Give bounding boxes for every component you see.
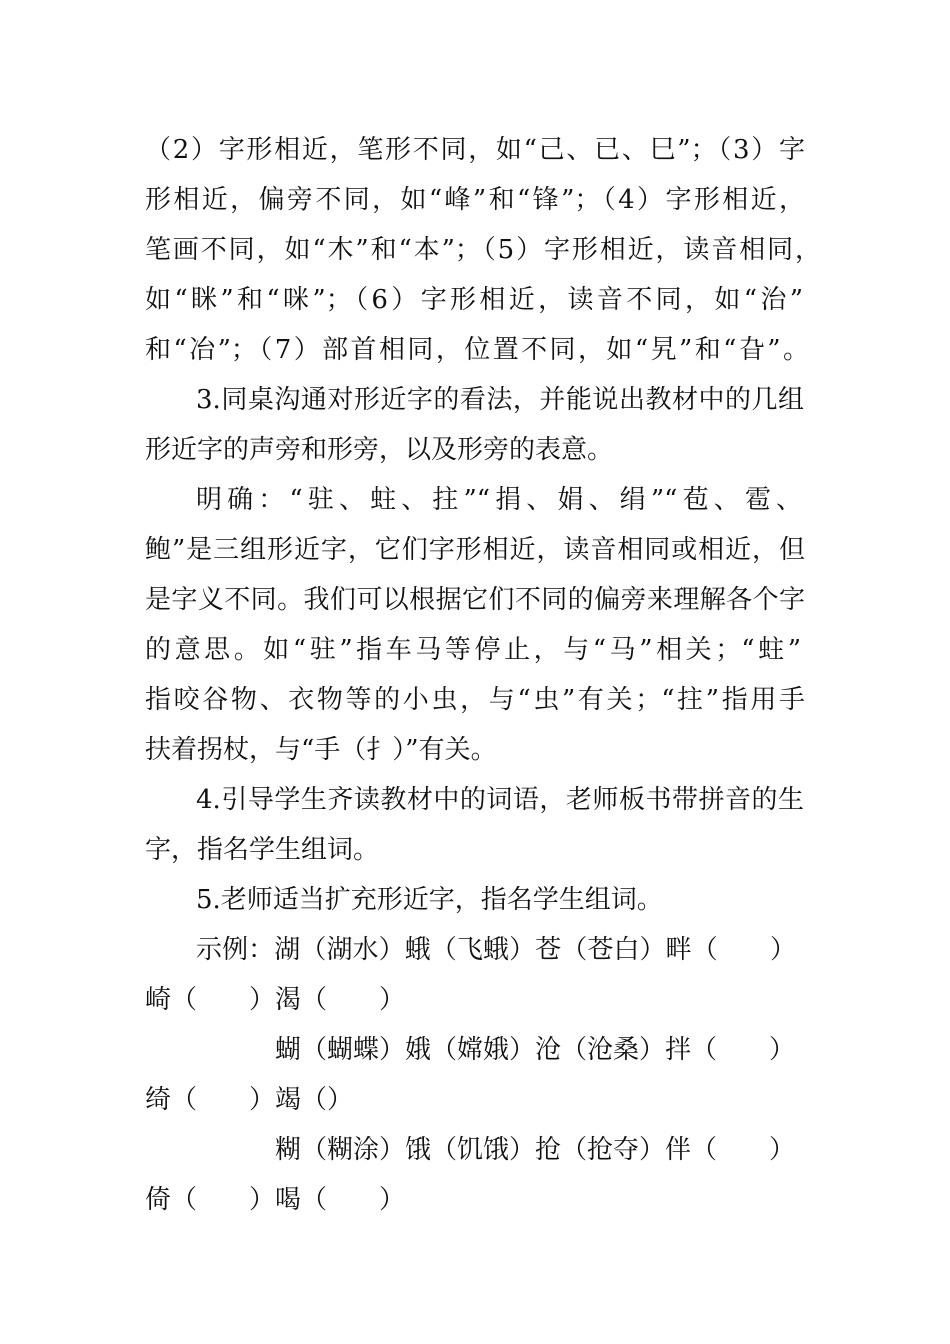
text-line-13: 扶着拐杖，与“手（扌）”有关。 — [145, 735, 497, 765]
text-line-19: 蝴（蝴蝶）娥（嫦娥）沧（沧桑）拌（ ） — [275, 1035, 796, 1065]
text-line-9: 鲍”是三组形近字，它们字形相近，读音相同或相近，但 — [145, 535, 805, 565]
text-line-21: 糊（糊涂）饿（饥饿）抢（抢夺）伴（ ） — [275, 1135, 796, 1165]
text-line-20: 绮（ ）竭（） — [145, 1085, 354, 1115]
text-line-3: 笔画不同，如“木”和“本”；（5）字形相近，读音相同， — [145, 235, 821, 265]
text-line-16: 5.老师适当扩充形近字，指名学生组词。 — [196, 885, 663, 915]
text-line-8: 明确：“驻、蛀、拄”“捐、娟、绢”“苞、雹、 — [196, 485, 802, 515]
text-line-10: 是字义不同。我们可以根据它们不同的偏旁来理解各个字 — [145, 585, 805, 615]
text-line-14: 4.引导学生齐读教材中的词语，老师板书带拼音的生 — [196, 785, 804, 815]
text-line-22: 倚（ ）喝（ ） — [145, 1185, 406, 1215]
text-line-7: 形近字的声旁和形旁，以及形旁的表意。 — [145, 435, 614, 465]
text-line-4: 如“眯”和“咪”；（6）字形相近，读音不同，如“治” — [145, 285, 803, 315]
text-line-6: 3.同桌沟通对形近字的看法，并能说出教材中的几组 — [196, 385, 804, 415]
text-line-2: 形相近，偏旁不同，如“峰”和“锋”；（4）字形相近， — [145, 185, 805, 215]
text-line-18: 崎（ ）渴（ ） — [145, 985, 406, 1015]
text-line-12: 指咬谷物、衣物等的小虫，与“虫”有关；“拄”指用手 — [145, 685, 805, 715]
text-line-5: 和“冶”；（7）部首相同，位置不同，如“旯”和“旮”。 — [145, 335, 809, 365]
text-line-11: 的意思。如“驻”指车马等停止，与“马”相关；“蛀” — [145, 635, 801, 665]
text-line-1: （2）字形相近，笔形不同，如“己、已、巳”；（3）字 — [145, 135, 805, 165]
text-line-15: 字，指名学生组词。 — [145, 835, 380, 865]
text-line-17: 示例：湖（湖水）蛾（飞蛾）苍（苍白）畔（ ） — [196, 935, 796, 965]
